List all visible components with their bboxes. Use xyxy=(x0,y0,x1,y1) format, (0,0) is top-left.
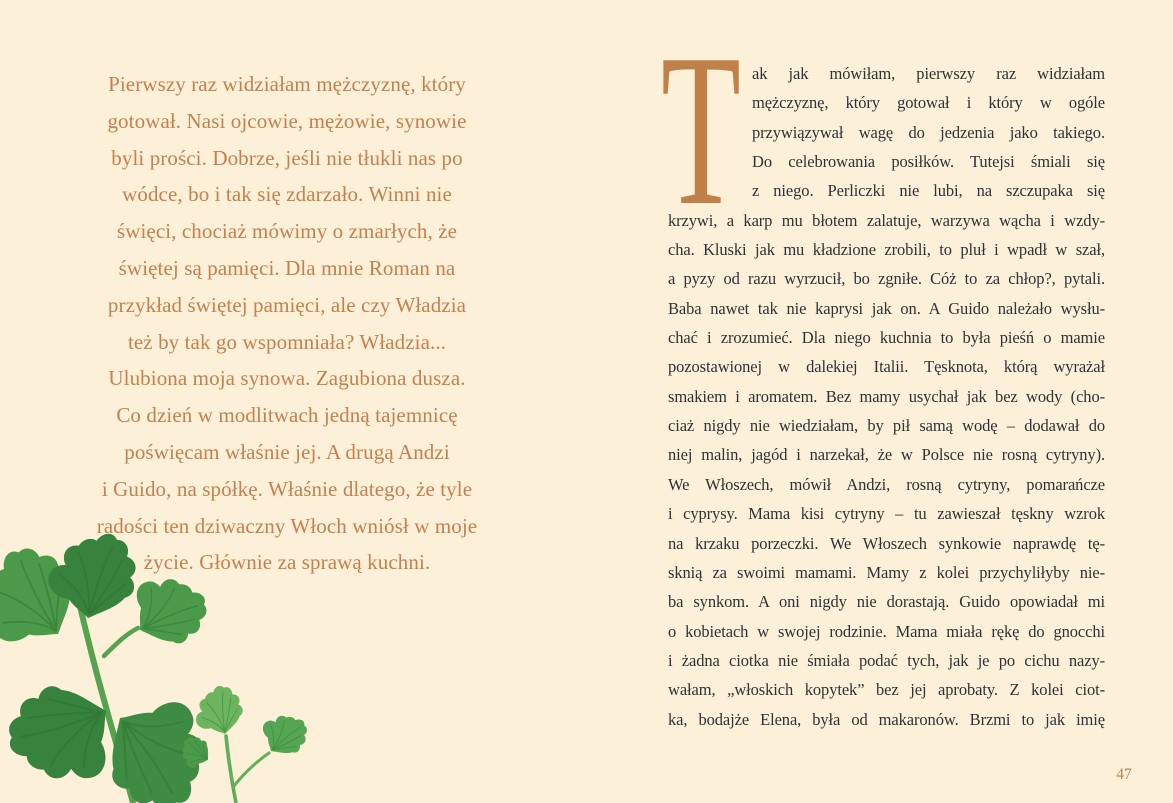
right-page-line: cha. Kluski jak mu kładzione zrobili, to pluł i wpadł w szał, xyxy=(668,240,1105,260)
parsley-stem-small xyxy=(226,736,236,803)
right-page-line: krzywi, a karp mu błotem zalatuje, warzywa wącha i wzdy- xyxy=(668,210,1105,230)
right-page-line: i cyprysy. Mama kisi cytryny – tu zawieszał tęskny wzrok xyxy=(668,504,1105,524)
right-page-line: smakiem i aromatem. Bez mamy usychał jak bez wody (cho- xyxy=(668,386,1105,406)
left-page-line: życie. Głównie za sprawą kuchni. xyxy=(143,550,431,575)
right-page-line: o kobietach w swojej rodzinie. Mama miała rękę do gnocchi xyxy=(668,621,1105,641)
left-page-line: gotował. Nasi ojcowie, mężowie, synowie xyxy=(107,108,467,133)
left-page-line: Ulubiona moja synowa. Zagubiona dusza. xyxy=(108,366,466,391)
right-page-line: ka, bodajże Elena, była od makaronów. Brzmi to jak imię xyxy=(668,709,1105,729)
left-page-line: przykład świętej pamięci, ale czy Władzia xyxy=(107,292,467,317)
right-page-line: ak jak mówiłam, pierwszy raz widziałam xyxy=(752,64,1105,83)
left-page-line: wódce, bo i tak się zdarzało. Winni nie xyxy=(122,182,452,207)
right-page-line: a pyzy od razu wyrzucił, bo zgniłe. Cóż to za chłop?, pytali. xyxy=(668,269,1105,289)
left-page-line: też by tak go wspomniała? Władzia... xyxy=(127,329,447,354)
right-page-line: z niego. Perliczki nie lubi, na szczupaka się xyxy=(752,181,1105,201)
parsley-stem-branch xyxy=(104,628,138,656)
right-page-line: chać i zrozumieć. Dla niego kuchnia to była pieśń o mamie xyxy=(668,328,1105,348)
parsley-stem-small-branch xyxy=(234,753,269,786)
drop-cap: T xyxy=(661,10,741,251)
left-page-line: Pierwszy raz widziałam mężczyznę, który xyxy=(108,72,466,96)
left-page-line: i Guido, na spółkę. Właśnie dlatego, że tyle xyxy=(101,476,473,501)
right-page-line: ciaż nigdy nie wiedziałam, by pił samą wodę – dodawał do xyxy=(668,416,1105,436)
right-page-line: na krzaku porzeczki. We Włoszech synkowie naprawdę tę- xyxy=(668,533,1105,553)
right-page-line: niej malin, jagód i narzekał, że w Polsce nie rosną cytryny). xyxy=(668,445,1105,465)
left-page-line: byli prości. Dobrze, jeśli nie tłukli nas po xyxy=(111,145,463,170)
parsley-illustration xyxy=(0,536,322,803)
left-page-line: święci, chociaż mówimy o zmarłych, że xyxy=(116,219,458,244)
left-page-text xyxy=(83,66,491,581)
right-page-line: sknią za swoimi mamami. Mamy z kolei przychyliłyby nie- xyxy=(668,562,1105,582)
left-page-line: świętej są pamięci. Dla mnie Roman na xyxy=(118,255,456,280)
right-page-line: wałam, „włoskich kopytek” bez jej aprobaty. Z kolei ciot- xyxy=(668,680,1105,700)
parsley-leaf xyxy=(121,561,218,657)
right-page-line: Baba nawet tak nie kaprysi jak on. A Guido należało wysłu- xyxy=(668,298,1105,318)
right-page-line: ba synkom. A oni nigdy nie dorastają. Guido opowiadał mi xyxy=(668,592,1105,612)
left-page-line: poświęcam właśnie jej. A drugą Andzi xyxy=(124,439,450,464)
parsley-leaf xyxy=(192,683,246,738)
parsley-leaf xyxy=(0,670,127,801)
left-page-line: radości ten dziwaczny Włoch wniósł w moje xyxy=(96,513,478,538)
right-page-text xyxy=(668,59,1105,734)
right-page-line: mężczyznę, który gotował i który w ogóle xyxy=(752,93,1105,113)
page-number: 47 xyxy=(1116,766,1132,783)
right-page-line: przywiązywał wagę do jedzenia jako takiego. xyxy=(752,122,1105,142)
right-page-line: pozostawionej w dalekiej Italii. Tęsknota, którą wyrażał xyxy=(668,357,1105,377)
right-page-line: Do celebrowania posiłków. Tutejsi śmiali się xyxy=(752,152,1105,172)
right-page-line: We Włoszech, mówił Andzi, rosną cytryny, pomarańcze xyxy=(668,474,1105,494)
right-page-line: i żadna ciotka nie śmiała podać tych, jak je po cichu nazy- xyxy=(668,650,1105,670)
left-page-line: Co dzień w modlitwach jedną tajemnicę xyxy=(116,403,458,428)
